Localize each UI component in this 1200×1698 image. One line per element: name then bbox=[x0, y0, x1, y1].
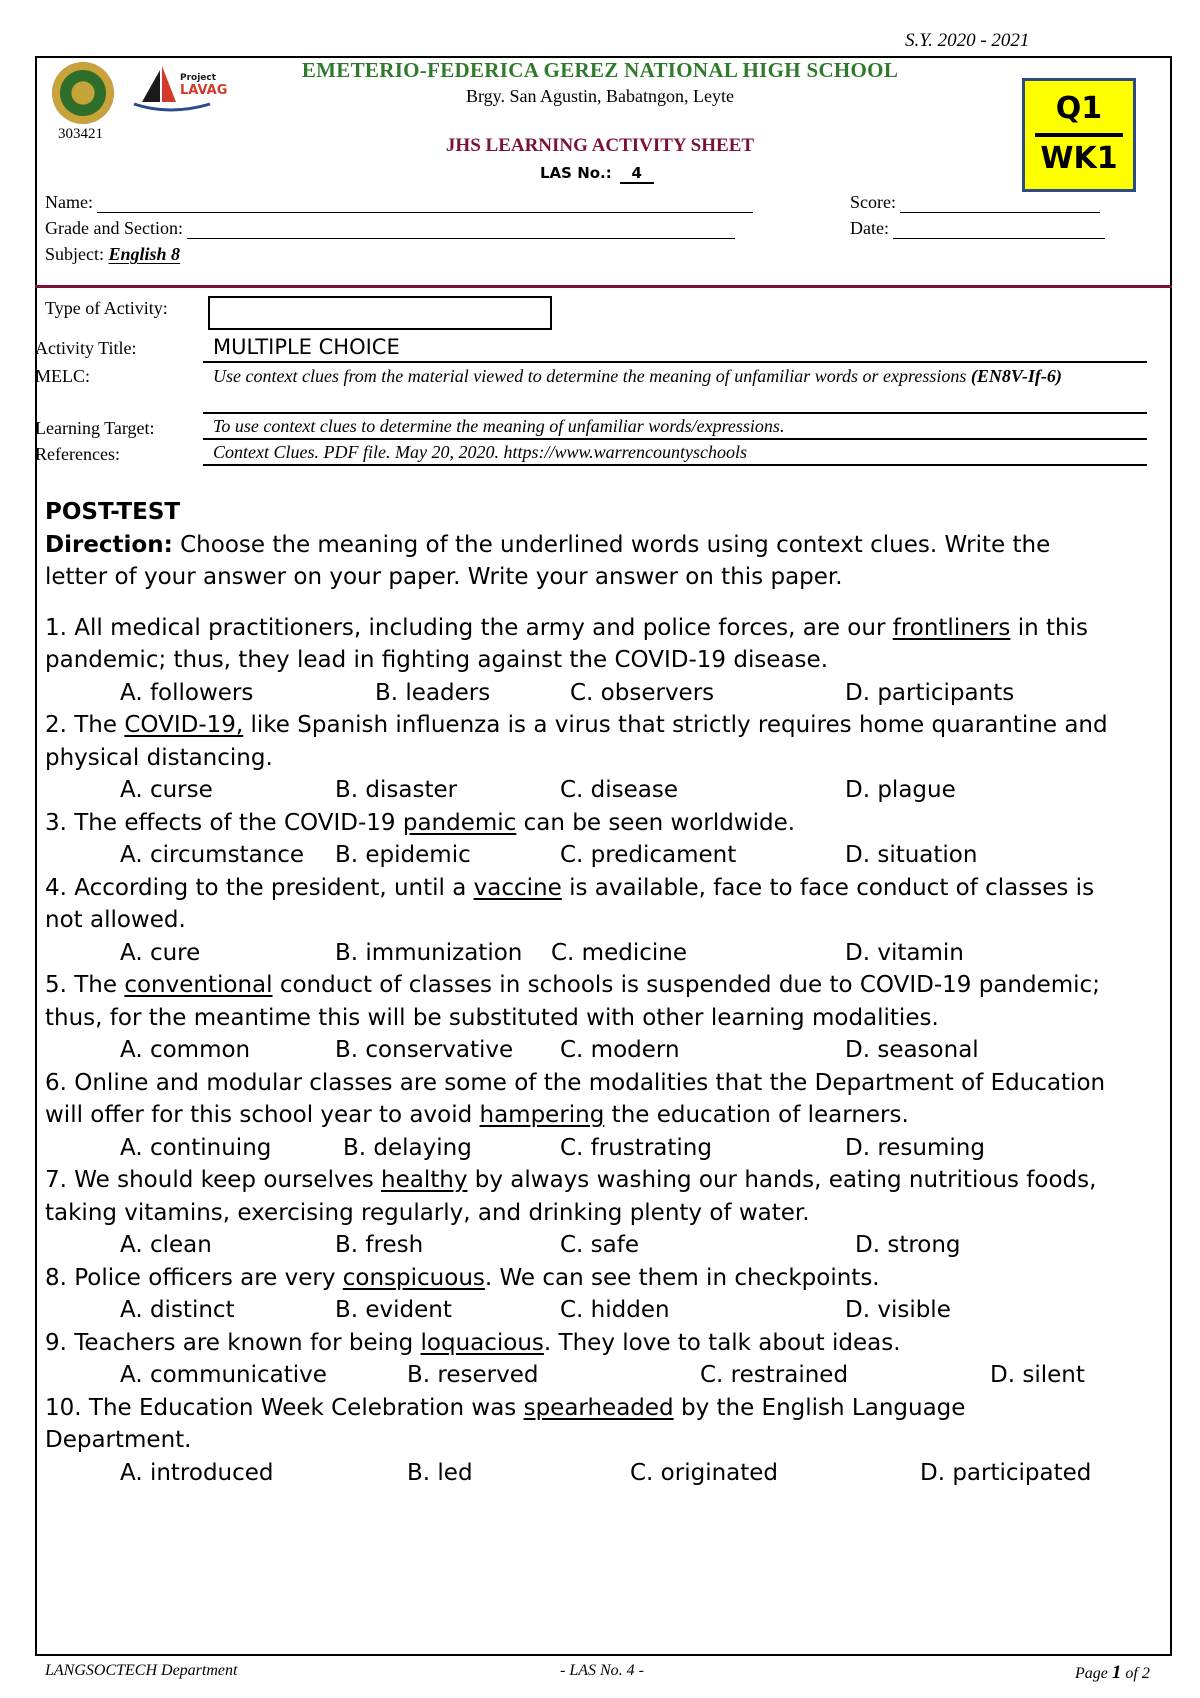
underlined-word: conventional bbox=[124, 972, 273, 998]
direction-label: Direction: bbox=[45, 531, 173, 558]
options-7 bbox=[45, 1229, 1170, 1262]
option-d[interactable]: D. vitamin bbox=[845, 939, 964, 966]
week-label: WK1 bbox=[1040, 141, 1118, 176]
grade-section-label: Grade and Section: bbox=[45, 218, 183, 238]
option-c[interactable]: C. originated bbox=[630, 1459, 779, 1486]
references-value: Context Clues. PDF file. May 20, 2020. https://www.warrencountyschools bbox=[203, 442, 1147, 466]
option-a[interactable]: A. introduced bbox=[120, 1459, 274, 1486]
references-label: References: bbox=[35, 444, 120, 464]
grade-section-line[interactable] bbox=[187, 220, 735, 239]
option-d[interactable]: D. resuming bbox=[845, 1134, 985, 1161]
question-2: 2. The COVID-19, like Spanish influenza is a virus that strictly requires home quarantine and bbox=[45, 712, 1108, 738]
underlined-word: pandemic bbox=[402, 809, 517, 836]
date-line[interactable] bbox=[893, 220, 1105, 239]
option-d[interactable]: D. silent bbox=[990, 1362, 1085, 1388]
score-line[interactable] bbox=[900, 194, 1100, 213]
option-a[interactable]: A. curse bbox=[120, 777, 213, 803]
option-a[interactable]: A. communicative bbox=[120, 1362, 327, 1388]
option-a[interactable]: A. distinct bbox=[120, 1297, 235, 1323]
underlined-word: COVID-19, bbox=[124, 712, 244, 738]
direction-line2: letter of your answer on your paper. Write your answer on this paper. bbox=[45, 564, 843, 590]
grade-section-field[interactable] bbox=[45, 218, 735, 239]
svg-text:LAVAG: LAVAG bbox=[180, 83, 228, 98]
date-label: Date: bbox=[850, 218, 889, 238]
option-d[interactable]: D. participants bbox=[845, 679, 1015, 706]
melc-label: MELC: bbox=[35, 366, 91, 386]
activity-title-value: MULTIPLE CHOICE bbox=[203, 335, 1147, 363]
question-6: 6. Online and modular classes are some of the modalities that the Department of Education bbox=[45, 1069, 1106, 1096]
underlined-word: hampering bbox=[479, 1102, 605, 1128]
option-d[interactable]: D. seasonal bbox=[845, 1037, 979, 1063]
question-8: 8. Police officers are very conspicuous. We can see them in checkpoints. bbox=[45, 1264, 880, 1291]
type-label: Type of Activity: bbox=[45, 298, 168, 318]
option-b[interactable]: B. immunization bbox=[335, 939, 523, 966]
option-a[interactable]: A. clean bbox=[120, 1232, 212, 1258]
options-3 bbox=[45, 839, 1170, 872]
name-line[interactable] bbox=[97, 194, 753, 213]
option-b[interactable]: B. conservative bbox=[335, 1037, 514, 1063]
option-b[interactable]: B. leaders bbox=[375, 679, 491, 706]
post-test-heading: POST-TEST bbox=[45, 499, 181, 525]
option-b[interactable]: B. epidemic bbox=[335, 842, 471, 868]
option-d[interactable]: D. participated bbox=[920, 1459, 1092, 1486]
option-c[interactable]: C. disease bbox=[560, 777, 679, 803]
school-address: Brgy. San Agustin, Babatngon, Leyte bbox=[466, 86, 734, 106]
question-3: 3. The effects of the COVID-19 pandemic can be seen worldwide. bbox=[45, 809, 796, 836]
option-c[interactable]: C. restrained bbox=[700, 1362, 849, 1388]
underlined-word: spearheaded bbox=[523, 1394, 674, 1421]
underlined-word: vaccine bbox=[473, 874, 562, 901]
melc-value bbox=[203, 364, 1147, 414]
options-9 bbox=[45, 1359, 1170, 1392]
las-value: 4 bbox=[620, 164, 654, 184]
underlined-word: loquacious bbox=[420, 1329, 544, 1356]
option-c[interactable]: C. modern bbox=[560, 1037, 680, 1063]
option-b[interactable]: B. evident bbox=[335, 1297, 452, 1323]
learning-target-value: To use context clues to determine the meaning of unfamiliar words/expressions. bbox=[203, 416, 1147, 440]
option-c[interactable]: C. observers bbox=[570, 679, 715, 706]
footer-las-number: - LAS No. 4 - bbox=[560, 1662, 644, 1679]
type-of-activity-box[interactable] bbox=[208, 296, 552, 330]
option-b[interactable]: B. disaster bbox=[335, 777, 458, 803]
name-field[interactable] bbox=[45, 192, 753, 213]
footer-department: LANGSOCTECH Department bbox=[45, 1662, 238, 1679]
option-c[interactable]: C. safe bbox=[560, 1232, 640, 1258]
school-year: S.Y. 2020 - 2021 bbox=[905, 30, 1030, 51]
option-c[interactable]: C. medicine bbox=[551, 939, 687, 966]
header-divider bbox=[35, 285, 1172, 288]
option-a[interactable]: A. followers bbox=[120, 679, 254, 706]
option-a[interactable]: A. continuing bbox=[120, 1134, 272, 1161]
question-4: 4. According to the president, until a vaccine is available, face to face conduct of classes is bbox=[45, 874, 1095, 901]
question-9: 9. Teachers are known for being loquacious. They love to talk about ideas. bbox=[45, 1329, 901, 1356]
option-b[interactable]: B. delaying bbox=[343, 1134, 472, 1161]
option-d[interactable]: D. strong bbox=[855, 1232, 961, 1258]
option-b[interactable]: B. led bbox=[407, 1459, 473, 1486]
las-label: LAS No.: bbox=[540, 164, 612, 182]
sheet-title: JHS LEARNING ACTIVITY SHEET bbox=[445, 135, 755, 156]
option-a[interactable]: A. common bbox=[120, 1037, 251, 1063]
quarter-week-badge bbox=[1022, 78, 1136, 192]
option-c[interactable]: C. frustrating bbox=[560, 1134, 712, 1161]
badge-divider bbox=[1035, 133, 1123, 137]
subject-field bbox=[45, 244, 180, 265]
options-4 bbox=[45, 937, 1170, 970]
option-d[interactable]: D. visible bbox=[845, 1297, 951, 1323]
name-label: Name: bbox=[45, 192, 93, 212]
option-b[interactable]: B. fresh bbox=[335, 1232, 424, 1258]
option-a[interactable]: A. circumstance bbox=[120, 842, 305, 868]
question-7: 7. We should keep ourselves healthy by always washing our hands, eating nutritious foods, bbox=[45, 1167, 1097, 1193]
svg-text:Project: Project bbox=[180, 73, 217, 83]
question-10: 10. The Education Week Celebration was spearheaded by the English Language bbox=[45, 1394, 966, 1421]
score-field[interactable] bbox=[850, 192, 1100, 213]
underlined-word: healthy bbox=[381, 1167, 468, 1193]
melc-code: (EN8V-If-6) bbox=[970, 366, 1062, 386]
underlined-word: frontliners bbox=[892, 614, 1011, 641]
direction-text: Choose the meaning of the underlined words using context clues. Write the bbox=[172, 531, 1051, 558]
activity-title-label: Activity Title: bbox=[35, 338, 137, 358]
score-label: Score: bbox=[850, 192, 896, 212]
option-b[interactable]: B. reserved bbox=[407, 1362, 539, 1388]
quarter-label: Q1 bbox=[1055, 91, 1103, 126]
option-c[interactable]: C. hidden bbox=[560, 1297, 670, 1323]
learning-target-label: Learning Target: bbox=[35, 418, 155, 438]
subject-value: English 8 bbox=[108, 244, 181, 264]
las-number bbox=[540, 164, 654, 184]
options-6 bbox=[45, 1132, 1170, 1165]
options-2 bbox=[45, 774, 1170, 807]
option-a[interactable]: A. cure bbox=[120, 939, 201, 966]
option-d[interactable]: D. plague bbox=[845, 777, 956, 803]
subject-label: Subject: bbox=[45, 244, 104, 264]
school-name: EMETERIO-FEDERICA GEREZ NATIONAL HIGH SCHOOL bbox=[301, 58, 899, 82]
footer-page: Page 1 of 2 bbox=[1075, 1662, 1150, 1683]
option-c[interactable]: C. predicament bbox=[560, 842, 737, 868]
post-test: POST-TEST Direction: Choose the meaning of the underlined words using context clues. Write the letter of your answer on your paper. Write your answer on this paper. 1. All medical practitioners, including the army and police forces, are our frontliners in this pandemic; thus, they lead in fighting against the COVID-19 disease. A. followers B. leaders C. observers D. participants 2. The COVID-19, like Spanish influenza is a virus that strictly requires home quarantine and physical distancing. A. curse B. disaster C. disease D. plague 3. The effects of the COVID-19 pandemic can be seen worldwide. A. circumstance B. epidemic C. predicament D. situation 4. According to the president, until a vaccine is available, face to face conduct of classes is not allowed. A. cure B. immunization C. medicine D. vitamin 5. The conventional conduct of classes in schools is suspended due to COVID-19 pandemic; thus, for the meantime this will be substituted with other learning modalities. A. common B. conservative C. modern D. seasonal 6. Online and modular classes are some of the modalities that the Department of Education will offer for this school year to avoid hampering the education of learners. A. continuing B. delaying C. frustrating D. resuming 7. We should keep ourselves healthy by always washing our hands, eating nutritious foods, taking vitamins, exercising regularly, and drinking plenty of water. A. clean B. fresh C. safe D. strong 8. Police officers are very conspicuous. We can see them in checkpoints. A. distinct B. evident C. hidden D. visible 9. Teachers are known for being loquacious. They love to talk about ideas. A. communicative B. reserved C. restrained D. silent 10. The Education Week Celebration was spearheaded by the English Language Department. A. introduced B. led C. originated D. participated bbox=[45, 496, 1170, 1489]
option-d[interactable]: D. situation bbox=[845, 842, 978, 868]
question-5: 5. The conventional conduct of classes in schools is suspended due to COVID-19 pandemic; bbox=[45, 972, 1100, 998]
options-10 bbox=[45, 1457, 1170, 1490]
options-1 bbox=[45, 677, 1170, 710]
question-1: 1. All medical practitioners, including the army and police forces, are our frontliners in this bbox=[45, 614, 1088, 641]
melc-text: Use context clues from the material viewed to determine the meaning of unfamiliar words or expressions bbox=[213, 366, 967, 386]
school-id: 303421 bbox=[58, 126, 103, 142]
direction bbox=[45, 529, 1170, 562]
options-5 bbox=[45, 1034, 1170, 1067]
underlined-word: conspicuous bbox=[342, 1264, 485, 1291]
options-8 bbox=[45, 1294, 1170, 1327]
date-field[interactable] bbox=[850, 218, 1105, 239]
